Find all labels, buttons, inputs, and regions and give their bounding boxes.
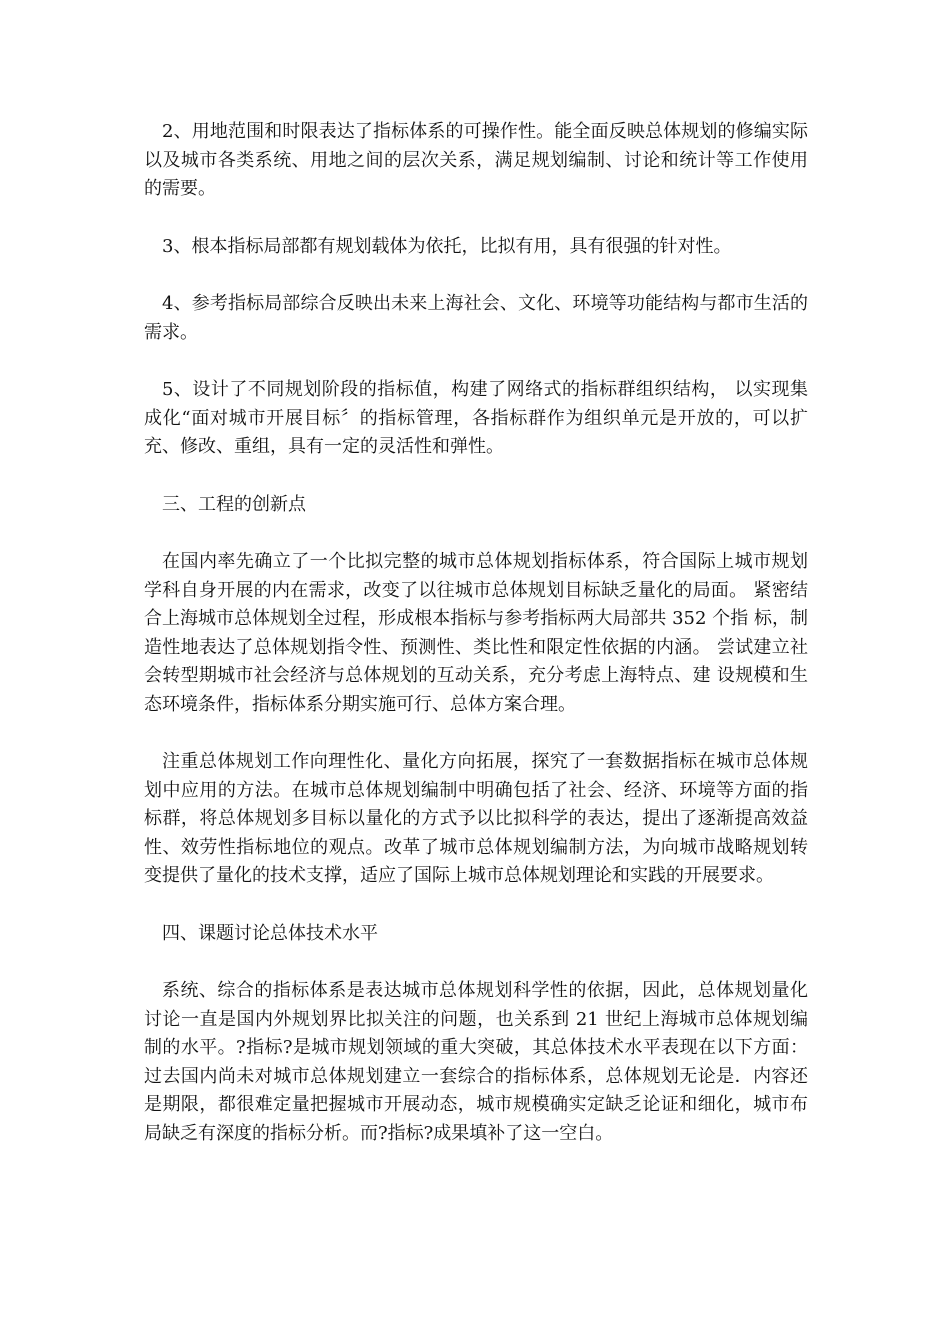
paragraph-point-5: 5、设计了不同规划阶段的指标值，构建了网络式的指标群组织结构， 以实现集成化“面对城市开展目标〞的指标管理，各指标群作为组织单元是开放的，可以扩充、修改、重组，具有一定的灵活性和弹性。 (144, 379, 808, 457)
paragraph-point-4: 4、参考指标局部综合反映出未来上海社会、文化、环境等功能结构与都市生活的 需求。 (144, 293, 808, 343)
document-page (144, 118, 808, 1148)
paragraph-point-2: 2、用地范围和时限表达了指标体系的可操作性。能全面反映总体规划的修编实际以及城市各类系统、用地之间的层次关系，满足规划编制、讨论和统计等工作使用的需要。 (144, 121, 808, 199)
paragraph-innovation-2: 注重总体规划工作向理性化、量化方向拓展，探究了一套数据指标在城市总体规划中应用的方法。在城市总体规划编制中明确包括了社会、经济、环境等方面的指标群，将总体规划多目标以量化的方式予以比拟科学的表达，提出了逐渐提高效益性、效劳性指标地位的观点。改革了城市总体规划编制方法，为向城市战略规划转变提供了量化的技术支撑，适应了国际上城市总体规划理论和实践的开展要求。 (144, 751, 808, 886)
paragraph-technical-level: 系统、综合的指标体系是表达城市总体规划科学性的依据，因此，总体规划量化讨论一直是国内外规划界比拟关注的问题，也关系到 21 世纪上海城市总体规划编制的水平。?指标?是城市规划领域的重大突破，其总体技术水平表现在以下方面：过去国内尚未对城市总体规划建立一套综合的指标体系，总体规划无论是．内容还是期限，都很难定量把握城市开展动态，城市规模确实定缺乏论证和细化，城市布局缺乏有深度的指标分析。而?指标?成果填补了这一空白。 (144, 980, 808, 1144)
paragraph-innovation-1: 在国内率先确立了一个比拟完整的城市总体规划指标体系，符合国际上城市规划学科自身开展的内在需求，改变了以往城市总体规划目标缺乏量化的局面。 紧密结合上海城市总体规划全过程，形成根本指标与参考指标两大局部共 352 个指 标，制造性地表达了总体规划指令性、预测性、类比性和限定性依据的内涵。 尝试建立社会转型期城市社会经济与总体规划的互动关系，充分考虑上海特点、建 设规模和生态环境条件，指标体系分期实施可行、总体方案合理。 (144, 551, 808, 715)
paragraph-point-3: 3、根本指标局部都有规划载体为依托，比拟有用，具有很强的针对性。 (162, 235, 732, 257)
section-heading-technical-level: 四、课题讨论总体技术水平 (162, 922, 378, 944)
section-heading-innovation: 三、工程的创新点 (162, 493, 306, 515)
